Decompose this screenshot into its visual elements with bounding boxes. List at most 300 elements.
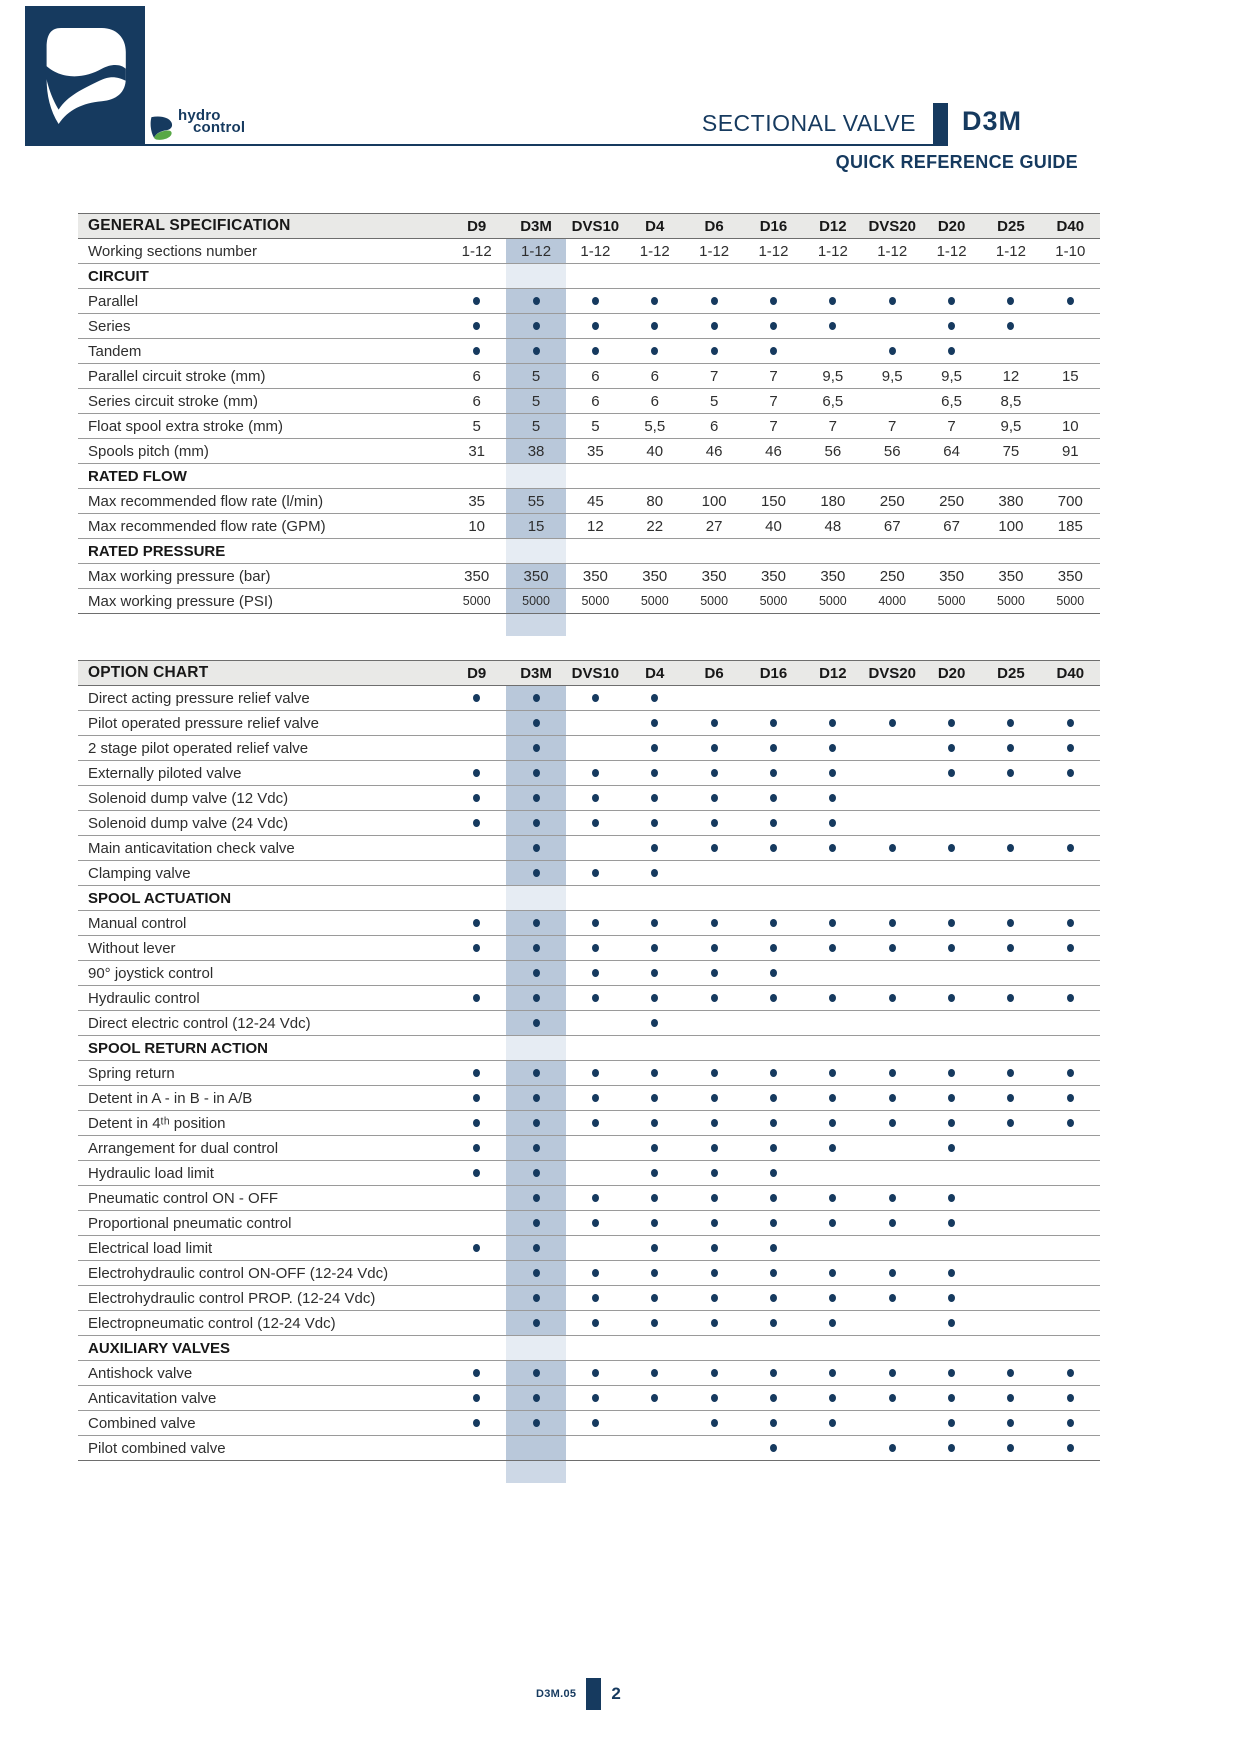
availability-cell	[447, 1236, 506, 1260]
value-cell	[981, 1161, 1040, 1185]
table-row	[78, 761, 1100, 786]
row-label: Float spool extra stroke (mm)	[88, 417, 284, 435]
availability-dot	[533, 1269, 540, 1277]
availability-dot	[829, 1144, 836, 1152]
availability-cell	[744, 736, 803, 760]
availability-cell	[684, 1411, 743, 1435]
availability-dot	[473, 919, 480, 927]
table-row	[78, 1261, 1100, 1286]
availability-cell	[922, 1436, 981, 1460]
availability-cell	[744, 936, 803, 960]
table-row	[78, 389, 1100, 414]
value-cell: 5	[506, 414, 565, 438]
availability-dot	[473, 819, 480, 827]
availability-cell	[506, 314, 565, 338]
availability-dot	[711, 1269, 718, 1277]
availability-cell	[863, 911, 922, 935]
availability-cell	[506, 1311, 565, 1335]
value-cell: 5000	[1056, 594, 1085, 608]
table-row	[78, 1211, 1100, 1236]
availability-cell	[566, 1411, 625, 1435]
availability-dot	[770, 769, 777, 777]
table-row	[78, 1111, 1100, 1136]
availability-cell	[803, 711, 862, 735]
availability-cell	[506, 289, 565, 313]
availability-cell	[981, 1086, 1040, 1110]
value-cell: 35	[468, 492, 486, 510]
availability-cell	[744, 1386, 803, 1410]
availability-dot	[533, 794, 540, 802]
value-cell	[863, 811, 922, 835]
value-cell	[1041, 686, 1100, 710]
availability-cell	[863, 936, 922, 960]
availability-dot	[651, 1144, 658, 1152]
table-row	[78, 289, 1100, 314]
availability-cell	[506, 1186, 565, 1210]
availability-dot	[829, 719, 836, 727]
availability-dot	[533, 1194, 540, 1202]
availability-cell	[981, 1361, 1040, 1385]
availability-cell	[922, 1061, 981, 1085]
column-header: D16	[759, 664, 788, 682]
value-cell	[863, 1011, 922, 1035]
availability-dot	[533, 347, 540, 355]
value-cell: 9,5	[881, 367, 903, 385]
availability-dot	[473, 347, 480, 355]
value-cell	[1041, 1261, 1100, 1285]
value-cell: 80	[646, 492, 664, 510]
availability-cell	[1041, 1086, 1100, 1110]
availability-cell	[625, 1011, 684, 1035]
availability-cell	[566, 1061, 625, 1085]
value-cell	[1041, 961, 1100, 985]
availability-cell	[566, 289, 625, 313]
availability-cell	[863, 1386, 922, 1410]
value-cell	[744, 861, 803, 885]
availability-dot	[770, 994, 777, 1002]
value-cell	[803, 1011, 862, 1035]
availability-dot	[1007, 769, 1014, 777]
value-cell	[447, 1436, 506, 1460]
column-header: DVS20	[868, 217, 916, 235]
row-label: Pilot combined valve	[88, 1439, 226, 1457]
table-title: GENERAL SPECIFICATION	[88, 217, 291, 234]
availability-cell	[684, 836, 743, 860]
availability-dot	[651, 819, 658, 827]
row-label: Clamping valve	[88, 864, 191, 882]
value-cell	[447, 861, 506, 885]
availability-cell	[625, 936, 684, 960]
availability-dot	[829, 1269, 836, 1277]
table-row	[78, 911, 1100, 936]
table-row	[78, 339, 1100, 364]
availability-cell	[625, 1161, 684, 1185]
availability-cell	[684, 936, 743, 960]
availability-dot	[592, 1119, 599, 1127]
availability-cell	[625, 1286, 684, 1310]
availability-cell	[506, 761, 565, 785]
table-row	[78, 961, 1100, 986]
availability-dot	[533, 1019, 540, 1027]
availability-dot	[592, 919, 599, 927]
availability-cell	[566, 1311, 625, 1335]
availability-dot	[651, 1019, 658, 1027]
table-row	[78, 936, 1100, 961]
value-cell: 67	[943, 517, 960, 535]
availability-cell	[863, 1261, 922, 1285]
availability-dot	[1067, 1119, 1074, 1127]
row-label: Detent in A - in B - in A/B	[88, 1089, 253, 1107]
value-cell: 150	[760, 492, 786, 510]
availability-cell	[625, 1361, 684, 1385]
availability-dot	[770, 347, 777, 355]
availability-dot	[1067, 1419, 1074, 1427]
availability-cell	[506, 686, 565, 710]
value-cell	[447, 1286, 506, 1310]
value-cell: 380	[998, 492, 1024, 510]
availability-dot	[889, 1119, 896, 1127]
availability-dot	[533, 919, 540, 927]
availability-cell	[625, 1236, 684, 1260]
availability-cell	[625, 1086, 684, 1110]
value-cell: 91	[1061, 442, 1079, 460]
column-header: D4	[645, 664, 665, 682]
value-cell: 64	[943, 442, 960, 460]
availability-cell	[625, 811, 684, 835]
availability-dot	[533, 819, 540, 827]
availability-dot	[829, 994, 836, 1002]
table-row	[78, 711, 1100, 736]
availability-cell	[625, 289, 684, 313]
value-cell	[922, 1011, 981, 1035]
availability-dot	[651, 322, 658, 330]
availability-dot	[533, 1244, 540, 1252]
availability-dot	[770, 1119, 777, 1127]
availability-dot	[1067, 1394, 1074, 1402]
value-cell: 5000	[506, 589, 565, 613]
value-cell	[863, 389, 922, 413]
availability-cell	[981, 761, 1040, 785]
value-cell	[922, 861, 981, 885]
availability-cell	[447, 786, 506, 810]
value-cell	[922, 811, 981, 835]
column-header: D6	[704, 217, 724, 235]
availability-cell	[447, 1111, 506, 1135]
availability-cell	[566, 1286, 625, 1310]
availability-dot	[770, 794, 777, 802]
availability-cell	[744, 961, 803, 985]
availability-dot	[829, 1319, 836, 1327]
availability-cell	[922, 1386, 981, 1410]
value-cell: 5	[506, 389, 565, 413]
value-cell	[1041, 1286, 1100, 1310]
availability-dot	[592, 944, 599, 952]
availability-cell	[506, 936, 565, 960]
availability-dot	[829, 794, 836, 802]
availability-dot	[473, 1244, 480, 1252]
availability-dot	[889, 1094, 896, 1102]
availability-dot	[948, 1194, 955, 1202]
availability-dot	[711, 844, 718, 852]
availability-cell	[803, 986, 862, 1010]
availability-cell	[1041, 1436, 1100, 1460]
availability-cell	[447, 289, 506, 313]
availability-cell	[566, 761, 625, 785]
value-cell	[1041, 1311, 1100, 1335]
brand-line1: hydro	[178, 107, 221, 124]
value-cell: 7	[709, 367, 719, 385]
availability-dot	[533, 1394, 540, 1402]
availability-cell	[625, 911, 684, 935]
row-label: Detent in 4ᵗʰ position	[88, 1114, 226, 1132]
availability-cell	[744, 1286, 803, 1310]
value-cell: 6	[472, 392, 481, 410]
availability-dot	[711, 1244, 718, 1252]
row-label: Electrohydraulic control PROP. (12-24 Vdc)	[88, 1289, 376, 1307]
availability-cell	[922, 339, 981, 363]
value-cell: 5000	[937, 594, 966, 608]
table-row	[78, 811, 1100, 836]
availability-dot	[829, 1294, 836, 1302]
availability-cell	[684, 1286, 743, 1310]
value-cell: 5	[709, 392, 719, 410]
availability-cell	[566, 339, 625, 363]
column-header: D20	[937, 664, 966, 682]
availability-dot	[711, 1419, 718, 1427]
availability-cell	[981, 736, 1040, 760]
value-cell	[1041, 1136, 1100, 1160]
value-cell: 27	[705, 517, 723, 535]
availability-cell	[981, 986, 1040, 1010]
availability-dot	[889, 1194, 896, 1202]
availability-dot	[533, 1069, 540, 1077]
availability-dot	[889, 1369, 896, 1377]
availability-cell	[922, 1311, 981, 1335]
availability-dot	[1007, 844, 1014, 852]
availability-cell	[803, 1411, 862, 1435]
availability-dot	[592, 1094, 599, 1102]
availability-cell	[744, 1086, 803, 1110]
availability-dot	[770, 919, 777, 927]
availability-dot	[651, 1219, 658, 1227]
value-cell: 350	[582, 567, 608, 585]
availability-dot	[948, 719, 955, 727]
availability-cell	[1041, 711, 1100, 735]
table-row	[78, 489, 1100, 514]
availability-cell	[447, 1411, 506, 1435]
availability-cell	[744, 786, 803, 810]
availability-dot	[533, 1419, 540, 1427]
availability-cell	[863, 1086, 922, 1110]
availability-dot	[473, 1144, 480, 1152]
availability-cell	[981, 1061, 1040, 1085]
availability-dot	[770, 1244, 777, 1252]
availability-cell	[863, 1361, 922, 1385]
availability-cell	[803, 289, 862, 313]
value-cell: 180	[820, 492, 846, 510]
availability-dot	[948, 844, 955, 852]
availability-dot	[1067, 769, 1074, 777]
availability-dot	[829, 744, 836, 752]
availability-dot	[1007, 944, 1014, 952]
availability-cell	[981, 1411, 1040, 1435]
value-cell: 1-12	[580, 242, 611, 260]
availability-cell	[863, 1186, 922, 1210]
value-cell: 5000	[818, 594, 847, 608]
availability-dot	[1067, 1094, 1074, 1102]
availability-cell	[625, 686, 684, 710]
row-label: Pilot operated pressure relief valve	[88, 714, 319, 732]
availability-dot	[651, 969, 658, 977]
column-header: D4	[645, 217, 665, 235]
value-cell	[981, 339, 1040, 363]
section-header: SPOOL ACTUATION	[88, 889, 232, 907]
value-cell: 350	[939, 567, 965, 585]
availability-dot	[770, 1169, 777, 1177]
availability-cell	[506, 1236, 565, 1260]
value-cell	[863, 686, 922, 710]
availability-cell	[981, 936, 1040, 960]
value-cell: 38	[506, 439, 565, 463]
availability-cell	[1041, 986, 1100, 1010]
availability-dot	[473, 1094, 480, 1102]
availability-cell	[744, 1261, 803, 1285]
availability-dot	[711, 1169, 718, 1177]
row-label: Externally piloted valve	[88, 764, 242, 782]
value-cell: 56	[824, 442, 842, 460]
availability-dot	[533, 297, 540, 305]
availability-cell	[684, 1386, 743, 1410]
value-cell	[863, 1311, 922, 1335]
availability-cell	[625, 314, 684, 338]
value-cell: 1-12	[506, 239, 565, 263]
availability-dot	[473, 994, 480, 1002]
availability-dot	[829, 1094, 836, 1102]
value-cell	[744, 686, 803, 710]
availability-cell	[1041, 736, 1100, 760]
value-cell	[1041, 1186, 1100, 1210]
availability-dot	[592, 994, 599, 1002]
availability-cell	[506, 1086, 565, 1110]
availability-dot	[592, 869, 599, 877]
availability-dot	[829, 1069, 836, 1077]
value-cell: 22	[646, 517, 664, 535]
availability-cell	[922, 1261, 981, 1285]
value-cell: 5	[472, 417, 481, 435]
row-label: Max working pressure (bar)	[88, 567, 271, 585]
availability-cell	[566, 686, 625, 710]
availability-dot	[651, 1394, 658, 1402]
row-label: Hydraulic control	[88, 989, 200, 1007]
availability-cell	[1041, 761, 1100, 785]
availability-cell	[1041, 836, 1100, 860]
availability-cell	[803, 1211, 862, 1235]
table-header-row	[78, 660, 1100, 686]
availability-dot	[592, 1294, 599, 1302]
table-row	[78, 1286, 1100, 1311]
column-header: DVS10	[571, 217, 620, 235]
value-cell: 9,5	[941, 367, 963, 385]
availability-cell	[506, 339, 565, 363]
availability-dot	[592, 694, 599, 702]
availability-cell	[625, 1136, 684, 1160]
availability-dot	[533, 1119, 540, 1127]
availability-cell	[922, 1411, 981, 1435]
availability-cell	[922, 1111, 981, 1135]
value-cell	[863, 1136, 922, 1160]
availability-cell	[506, 1386, 565, 1410]
value-cell: 31	[468, 442, 486, 460]
availability-cell	[506, 911, 565, 935]
availability-cell	[684, 711, 743, 735]
row-label: Direct electric control (12-24 Vdc)	[88, 1014, 311, 1032]
value-cell	[803, 1161, 862, 1185]
availability-dot	[1067, 297, 1074, 305]
value-cell	[803, 339, 862, 363]
value-cell	[863, 1236, 922, 1260]
row-label: Electrohydraulic control ON-OFF (12-24 Vdc)	[88, 1264, 389, 1282]
value-cell: 5,5	[644, 417, 666, 435]
table-row	[78, 589, 1100, 614]
availability-dot	[948, 994, 955, 1002]
availability-cell	[447, 686, 506, 710]
availability-dot	[711, 994, 718, 1002]
availability-dot	[651, 869, 658, 877]
availability-dot	[533, 844, 540, 852]
value-cell: 7	[888, 417, 897, 435]
row-label: Hydraulic load limit	[88, 1164, 214, 1182]
value-cell	[981, 1311, 1040, 1335]
section-row	[78, 1036, 1100, 1061]
availability-dot	[651, 297, 658, 305]
availability-cell	[566, 1111, 625, 1135]
value-cell: 4000	[878, 594, 907, 608]
column-header: D16	[759, 217, 788, 235]
availability-dot	[473, 1419, 480, 1427]
value-cell	[981, 861, 1040, 885]
value-cell	[803, 861, 862, 885]
availability-cell	[625, 1311, 684, 1335]
availability-dot	[473, 794, 480, 802]
availability-dot	[651, 944, 658, 952]
availability-cell	[803, 811, 862, 835]
availability-dot	[1067, 1444, 1074, 1452]
availability-dot	[829, 944, 836, 952]
availability-dot	[829, 1369, 836, 1377]
availability-dot	[592, 1369, 599, 1377]
availability-dot	[711, 944, 718, 952]
availability-cell	[684, 1086, 743, 1110]
availability-cell	[447, 1061, 506, 1085]
availability-cell	[625, 736, 684, 760]
availability-dot	[473, 297, 480, 305]
value-cell	[447, 1186, 506, 1210]
availability-dot	[651, 1369, 658, 1377]
availability-dot	[770, 844, 777, 852]
availability-dot	[711, 1194, 718, 1202]
availability-cell	[684, 1111, 743, 1135]
availability-cell	[566, 936, 625, 960]
availability-dot	[1007, 322, 1014, 330]
availability-dot	[1007, 744, 1014, 752]
column-header: D9	[467, 664, 487, 682]
value-cell: 48	[824, 517, 842, 535]
availability-cell	[922, 711, 981, 735]
row-label: Spools pitch (mm)	[88, 442, 209, 460]
availability-dot	[592, 297, 599, 305]
value-cell: 7	[828, 417, 838, 435]
availability-dot	[889, 719, 896, 727]
